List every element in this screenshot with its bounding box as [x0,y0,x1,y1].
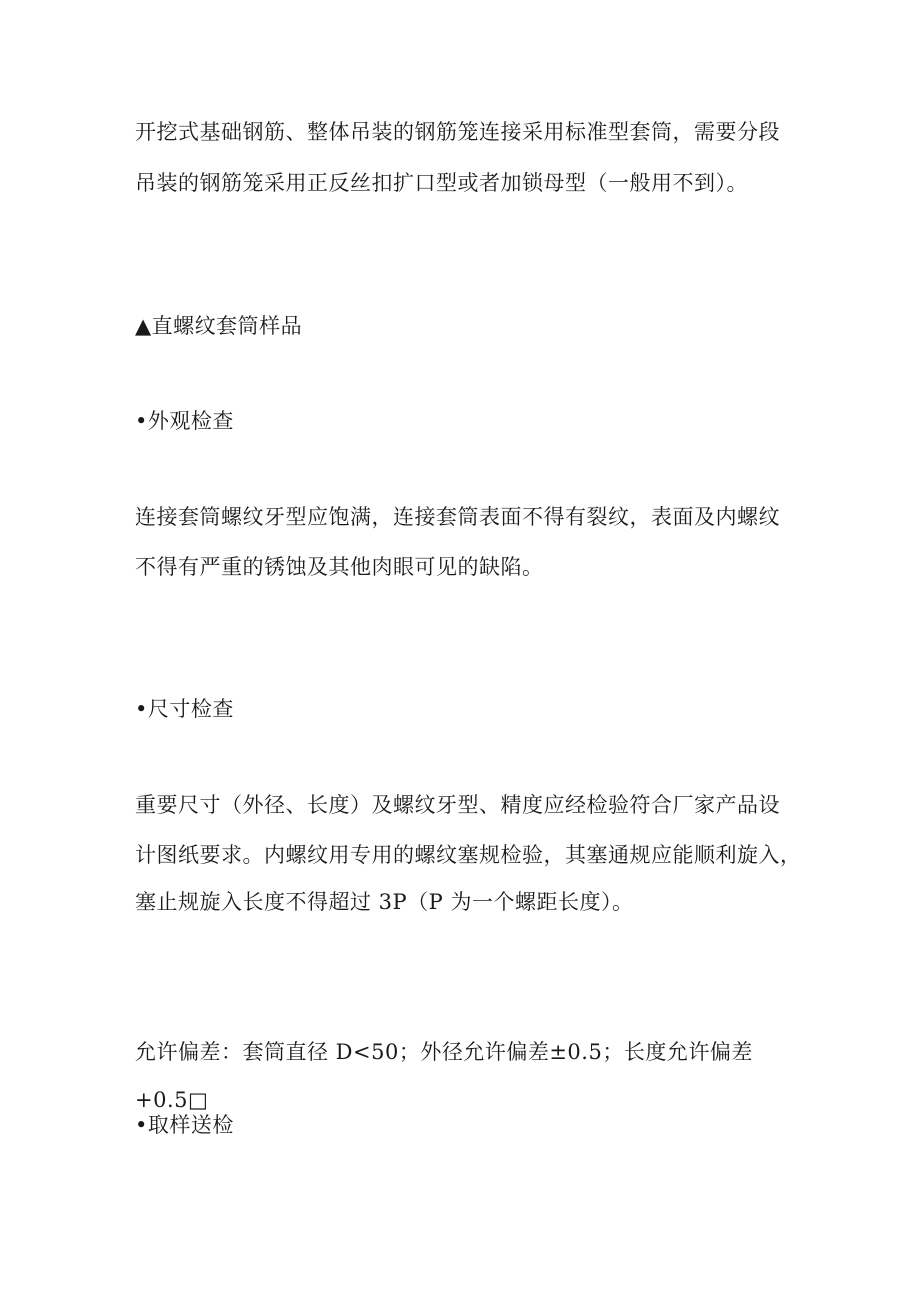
paragraph-line: 计图纸要求。内螺纹用专用的螺纹塞规检验，其塞通规应能顺利旋入， [135,843,802,867]
section-heading-sampling: •取样送检 [135,1113,234,1137]
section-heading-dimension: •尺寸检查 [135,697,234,721]
paragraph-line: 连接套筒螺纹牙型应饱满，连接套筒表面不得有裂纹，表面及内螺纹 [135,505,780,529]
tolerance-line: 允许偏差：套筒直径 D<50；外径允许偏差±0.5；长度允许偏差 [135,1040,753,1064]
paragraph-line: 重要尺寸（外径、长度）及螺纹牙型、精度应经检验符合厂家产品设 [135,793,780,817]
section-heading-appearance: •外观检查 [135,409,234,433]
image-caption: ▲直螺纹套筒样品 [135,314,303,338]
paragraph-line: 吊装的钢筋笼采用正反丝扣扩口型或者加锁母型（一般用不到）。 [135,171,748,195]
paragraph-line: 开挖式基础钢筋、整体吊装的钢筋笼连接采用标准型套筒，需要分段 [135,120,780,144]
paragraph-line: 塞止规旋入长度不得超过 3P（P 为一个螺距长度）。 [135,890,634,914]
paragraph-line: 不得有严重的锈蚀及其他肉眼可见的缺陷。 [135,555,544,579]
tolerance-line: +0.5□ [135,1088,209,1112]
